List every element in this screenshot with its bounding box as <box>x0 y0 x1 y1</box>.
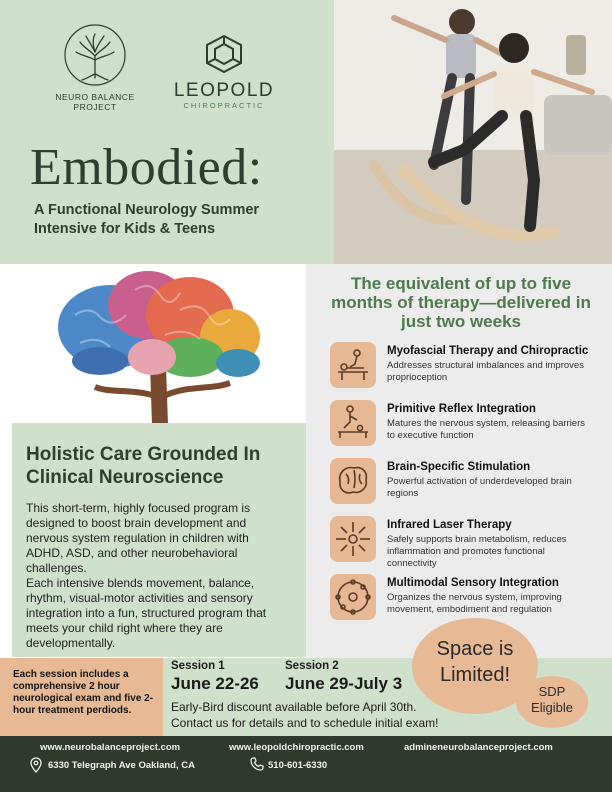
service-title: Infrared Laser Therapy <box>387 519 512 531</box>
contact-note: Contact us for details and to schedule initial exam! <box>171 716 439 730</box>
phone-text[interactable]: 510-601-6330 <box>268 760 328 771</box>
page-title: Embodied: <box>30 139 263 196</box>
brain-icon <box>330 458 376 504</box>
service-title: Primitive Reflex Integration <box>387 403 536 415</box>
session1-label: Session 1 <box>171 660 225 672</box>
kids-balancing-image <box>334 0 612 264</box>
holistic-para-1: This short-term, highly focused program is designed to boost brain development and nervous system regulation in children with ADHD, ASD, and other neurobehavioral challenges. <box>26 501 251 575</box>
session2-dates: June 29-July 3 <box>285 674 403 693</box>
tree-icon <box>62 22 128 88</box>
service-desc: Addresses structural imbalances and improves proprioception <box>387 360 584 383</box>
sdp-eligible-badge <box>516 676 588 728</box>
site1-link[interactable]: www.neurobalanceproject.com <box>40 742 181 753</box>
laser-burst-icon <box>330 516 376 562</box>
phone-icon <box>250 757 264 771</box>
address-text: 6330 Telegraph Ave Oakland, CA <box>48 760 195 771</box>
service-title: Brain-Specific Stimulation <box>387 461 531 473</box>
colorful-brain-icon <box>40 265 272 425</box>
service-desc: Matures the nervous system, releasing barriers to executive function <box>387 418 585 441</box>
kids-balance-photo <box>334 0 612 264</box>
email-link[interactable]: admineneurobalanceproject.com <box>404 742 553 753</box>
service-desc: Organizes the nervous system, improving movement, embodiment and regulation <box>387 592 562 615</box>
neuro-balance-logo <box>62 22 128 88</box>
sensory-people-icon <box>330 574 376 620</box>
neuro-line1: NEURO BALANCE <box>55 92 135 102</box>
holistic-heading: Holistic Care Grounded In Clinical Neuroscience <box>26 444 261 488</box>
geometric-cube-icon <box>204 34 244 74</box>
neuro-balance-name <box>40 92 150 112</box>
service-title: Myofascial Therapy and Chiropractic <box>387 345 589 357</box>
early-bird-note: Early-Bird discount available before April 30th. <box>171 700 417 714</box>
leopold-name: LEOPOLD <box>173 80 275 101</box>
therapy-headline: The equivalent of up to five months of therapy—delivered in just two weeks <box>331 274 591 331</box>
leopold-sub: CHIROPRACTIC <box>183 101 265 110</box>
massage-table-icon <box>330 342 376 388</box>
leopold-logo <box>204 34 244 74</box>
service-title: Multimodal Sensory Integration <box>387 577 559 589</box>
sdp-line1: SDP <box>538 684 566 699</box>
sdp-line2: Eligible <box>531 700 573 715</box>
location-pin-icon <box>30 757 42 773</box>
service-desc: Powerful activation of underdeveloped brain regions <box>387 476 572 499</box>
brain-illustration <box>40 265 272 425</box>
site2-link[interactable]: www.leopoldchiropractic.com <box>229 742 364 753</box>
neuro-line2: PROJECT <box>73 102 117 112</box>
space-line1: Space is <box>436 638 514 660</box>
sessions-note: Each session includes a comprehensive 2 hour neurological exam and five 2-hour treatment perdiods. <box>13 669 154 716</box>
service-desc: Safely supports brain metabolism, reduces inflammation and promotes functional connectivity <box>387 534 567 569</box>
session2-label: Session 2 <box>285 660 339 672</box>
page-subtitle: A Functional Neurology Summer Intensive for Kids & Teens <box>34 202 260 237</box>
session1-dates: June 22-26 <box>171 674 259 693</box>
space-line2: Limited! <box>439 664 511 686</box>
therapist-child-icon <box>330 400 376 446</box>
holistic-para-2: Each intensive blends movement, balance, rhythm, visual-motor activities and sensory integration into a fun, structured program that meets your child right where they are developmentally. <box>26 576 267 650</box>
